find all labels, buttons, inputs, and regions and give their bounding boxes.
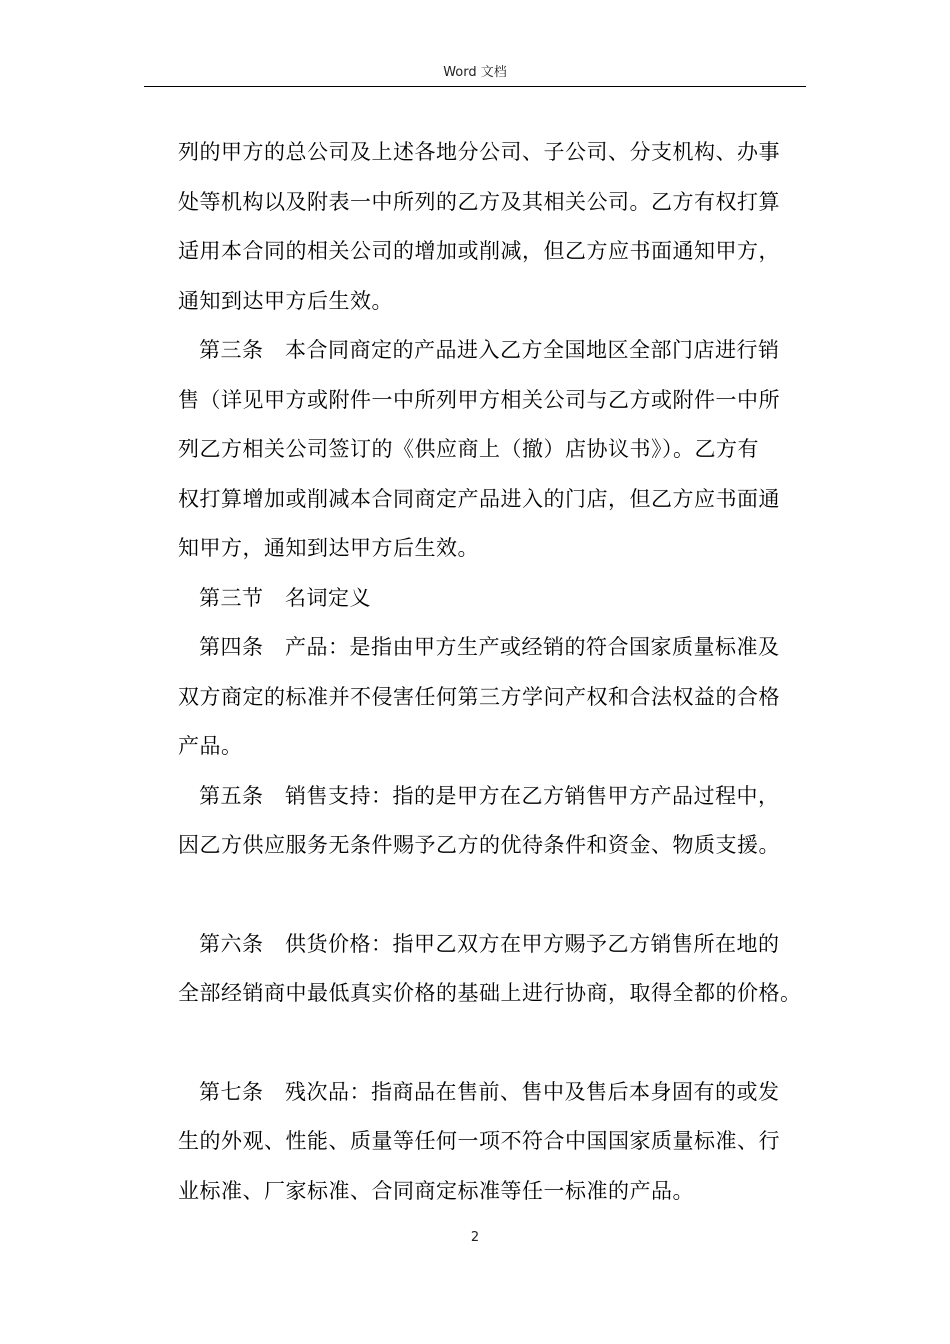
paragraph-line: 列乙方相关公司签订的《供应商上（撤）店协议书》）。乙方有	[178, 437, 759, 461]
article-6-line: 第六条 供货价格：指甲乙双方在甲方赐予乙方销售所在地的	[199, 931, 780, 956]
paragraph-line: 通知到达甲方后生效。	[178, 288, 393, 313]
paragraph-line: 产品。	[178, 734, 243, 758]
paragraph-line: 业标准、厂家标准、合同商定标准等任一标准的产品。	[178, 1178, 694, 1203]
paragraph-line: 全部经销商中最低真实价格的基础上进行协商，取得全都的价格。	[178, 981, 802, 1005]
page-header: Word 文档	[443, 65, 507, 80]
paragraph-line: 双方商定的标准并不侵害任何第三方学问产权和合法权益的合格	[178, 684, 780, 709]
paragraph-line: 生的外观、性能、质量等任何一项不符合中国国家质量标准、行	[178, 1129, 780, 1153]
section-heading: 第三节 名词定义	[199, 585, 371, 610]
paragraph-line: 知甲方，通知到达甲方后生效。	[178, 536, 479, 560]
header-divider	[144, 86, 806, 87]
paragraph-line: 售（详见甲方或附件一中所列甲方相关公司与乙方或附件一中所	[178, 387, 780, 412]
article-3-line: 第三条 本合同商定的产品进入乙方全国地区全部门店进行销	[199, 338, 780, 362]
document-body	[178, 128, 818, 1216]
article-4-line: 第四条 产品：是指由甲方生产或经销的符合国家质量标准及	[199, 635, 780, 659]
paragraph-line: 因乙方供应服务无条件赐予乙方的优待条件和资金、物质支援。	[178, 833, 780, 857]
article-5-line: 第五条 销售支持：指的是甲方在乙方销售甲方产品过程中，	[199, 783, 780, 808]
paragraph-line: 处等机构以及附表一中所列的乙方及其相关公司。乙方有权打算	[178, 189, 780, 214]
paragraph-line: 权打算增加或削减本合同商定产品进入的门店，但乙方应书面通	[178, 486, 780, 511]
blank-line	[178, 1019, 818, 1068]
page-number: 2	[470, 1230, 480, 1245]
blank-line	[178, 871, 818, 920]
article-7-line: 第七条 残次品：指商品在售前、售中及售后本身固有的或发	[199, 1079, 780, 1104]
paragraph-line: 适用本合同的相关公司的增加或削减，但乙方应书面通知甲方，	[178, 239, 780, 263]
paragraph-line: 列的甲方的总公司及上述各地分公司、子公司、分支机构、办事	[178, 140, 780, 164]
